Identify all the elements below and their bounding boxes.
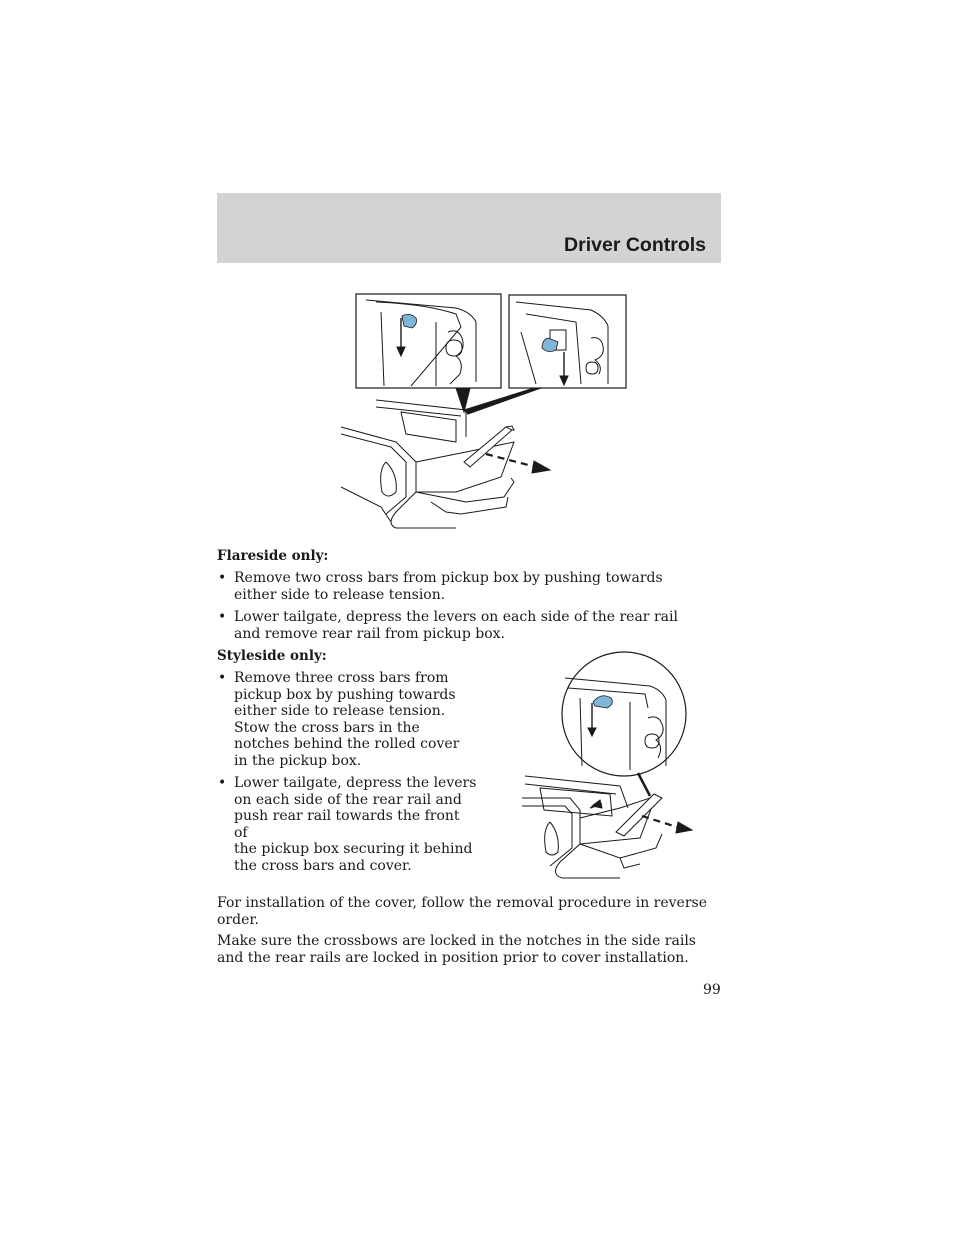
text-line: • Lower tailgate, depress the levers — [234, 775, 477, 791]
text-line: the pickup box securing it behind — [234, 841, 473, 857]
page-number: 99 — [703, 982, 721, 998]
text-line: either side to release tension. — [234, 703, 446, 719]
list-item — [217, 670, 477, 769]
inset-detail-left — [356, 294, 501, 388]
list-item: • Lower tailgate, depress the levers on each side of the rear rail and remove rear rail from pickup box. — [217, 609, 707, 642]
lock-check-paragraph: Make sure the crossbows are locked in the notches in the side rails and the rear rails are locked in position prior to cover installation. — [217, 933, 696, 966]
text-line: pickup box by pushing towards — [234, 686, 456, 703]
styleside-heading: Styleside only: — [217, 648, 327, 664]
text-line: notches behind the rolled cover — [234, 736, 460, 752]
text-line: push rear rail towards the front of — [234, 808, 460, 841]
text-line: in the pickup box. — [234, 752, 362, 769]
section-header-band — [217, 193, 721, 263]
list-item — [217, 775, 477, 874]
list-item: • Remove two cross bars from pickup box by pushing towards either side to release tension. — [217, 570, 707, 603]
section-title: Driver Controls — [564, 234, 706, 256]
text-line: the cross bars and cover. — [234, 857, 412, 874]
styleside-bullet-list — [217, 670, 477, 880]
flareside-heading: Flareside only: — [217, 548, 329, 564]
text-line: on each side of the rear rail and — [234, 791, 462, 808]
text-line: • Remove three cross bars from — [234, 670, 449, 686]
styleside-rail-illustration — [520, 648, 695, 880]
installation-paragraph: For installation of the cover, follow the removal procedure in reverse order. — [217, 895, 707, 928]
text-line: Stow the cross bars in the — [234, 719, 420, 736]
flareside-bullet-list — [217, 570, 707, 648]
flareside-rail-illustration — [336, 292, 636, 532]
